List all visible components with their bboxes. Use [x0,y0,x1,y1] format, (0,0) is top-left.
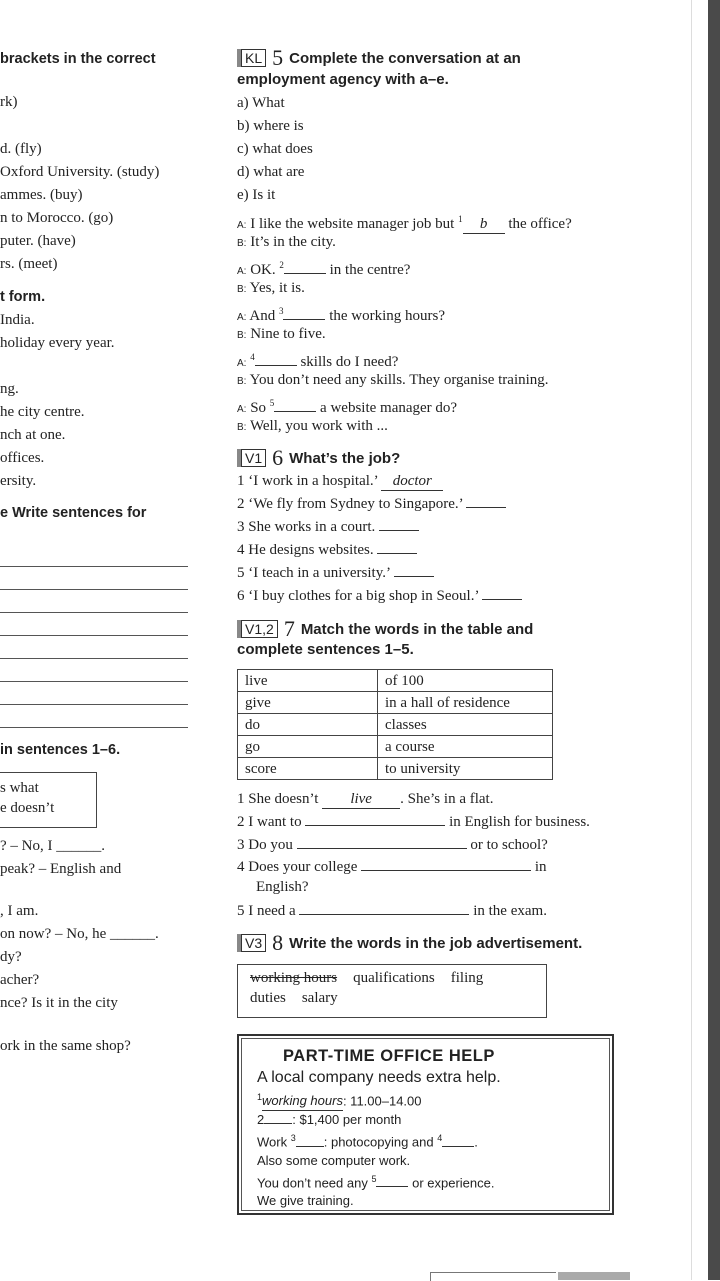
table-cell: a course [378,736,553,758]
answer-blank[interactable] [297,848,467,849]
sentence-text: I want to [248,814,306,830]
footer-bar [558,1272,630,1280]
write-line[interactable] [0,681,188,682]
ad-blank-5[interactable] [376,1186,408,1187]
ex6-title: What’s the job? [289,450,401,467]
ad-line-2: 2 : $1,400 per month [257,1112,402,1128]
left-text-line: t form. [0,289,46,305]
ex7-table [237,669,553,780]
ex5-option: b) where is [237,118,304,134]
left-text-line: ng. [0,381,19,397]
word-option: filing [450,970,484,986]
item-text: ‘We fly from Sydney to Singapore.’ [248,496,463,512]
dialogue-text: OK. [250,262,280,278]
sentence-text: in English for business. [445,814,590,830]
left-text-line: he city centre. [0,404,85,420]
ex8-number: 8 [272,930,284,955]
left-text-line: offices. [0,450,45,466]
left-text-line: on now? – No, he ______. [0,926,159,942]
answer-blank[interactable]: doctor [381,472,443,491]
word-option: working hours [250,970,338,986]
left-text-line: ork in the same shop? [0,1038,131,1054]
sentence-text: in the exam. [469,903,547,919]
ex7-title-line2: complete sentences 1–5. [237,641,414,658]
item-number: 2 [237,496,245,512]
write-line[interactable] [0,566,188,567]
table-cell: live [238,670,378,692]
left-text-line: nce? Is it in the city [0,995,118,1011]
ex7-sentence [256,878,309,896]
left-text-line: India. [0,312,35,328]
left-text-line: acher? [0,972,40,988]
ad-line-6: We give training. [257,1192,354,1208]
dialogue-text: You don’t need any skills. They organise training. [249,372,549,388]
ex5-number: 5 [272,45,284,70]
dialogue-text: And [249,308,279,324]
left-text-line: brackets in the correct [0,51,156,67]
ex6-number: 6 [272,445,284,470]
table-cell: give [238,692,378,714]
ex6-item [237,541,417,559]
dialogue-line [237,256,410,281]
ex8-tag: V3 [241,934,266,952]
gap-number: 1 [458,214,463,224]
answer-blank[interactable] [394,576,434,577]
ad-line-5: You don’t need any $^5$ or experience. [257,1173,495,1190]
sentence-text: or to school? [466,837,548,853]
gap-number: 3 [278,306,284,316]
left-text-line: dy? [0,949,22,965]
item-number: 6 [237,588,245,604]
ad-line-4: Also some computer work. [257,1152,411,1168]
speaker-label: A: [237,358,247,369]
answer-blank[interactable] [482,599,522,600]
left-text-line: rs. (meet) [0,256,58,272]
answer-blank[interactable] [466,507,506,508]
ex8-word-box [237,964,547,1018]
table-cell: go [238,736,378,758]
answer-blank[interactable] [379,530,419,531]
sentence-text: Do you [248,837,297,853]
sentence-text: English? [256,879,309,895]
ex5-option: d) what are [237,164,305,180]
write-line[interactable] [0,704,188,705]
ex7-sentence [237,836,548,854]
answer-blank[interactable] [299,914,469,915]
speaker-label: B: [237,238,247,249]
left-text-line: ammes. (buy) [0,187,83,203]
page-edge-shadow [708,0,720,1280]
left-text-line: ? – No, I ______. [0,838,105,854]
table-row [238,736,553,758]
item-number: 5 [237,903,245,919]
item-text: She works in a court. [248,519,376,535]
ex5-title-line2: employment agency with a–e. [237,71,449,88]
gap-number: 5 [269,398,275,408]
word-box [0,772,97,828]
ex5-option: e) Is it [237,187,276,203]
left-text-line: ersity. [0,473,37,489]
dialogue-line [237,279,305,299]
item-text: ‘I work in a hospital.’ [248,473,378,489]
dialogue-line [237,348,398,373]
answer-blank[interactable] [274,411,316,412]
speaker-label: A: [237,266,247,277]
ex6-tag: V1 [241,449,266,467]
speaker-label: A: [237,312,247,323]
ad-subtitle: A local company needs extra help. [257,1069,501,1086]
left-text-line: s what [0,780,39,796]
ad-text: : $1,400 per month [292,1112,402,1128]
ex6-item [237,495,506,513]
item-text: ‘I buy clothes for a big shop in Seoul.’ [248,588,479,604]
item-number: 5 [237,565,245,581]
ex6-item [237,564,434,582]
speaker-label: B: [237,330,247,341]
write-line[interactable] [0,612,188,613]
speaker-label: B: [237,376,247,387]
dialogue-text: I like the website manager job but [250,216,459,232]
left-text-line: e doesn’t [0,800,55,816]
dialogue-text: skills do I need? [296,354,399,370]
dialogue-text: the working hours? [325,308,446,324]
item-text: He designs websites. [248,542,374,558]
dialogue-line [237,371,549,391]
left-text-line: rk) [0,94,18,110]
dialogue-line [237,302,445,327]
dialogue-line [237,417,388,437]
ex8-word-row [250,988,534,1008]
write-line[interactable] [0,727,188,728]
left-text-line: puter. (have) [0,233,76,249]
ex5-option: c) what does [237,141,313,157]
left-text-line: e Write sentences for [0,505,147,521]
dialogue-text: the office? [504,216,572,232]
left-text-line: nch at one. [0,427,66,443]
ad-blank-4[interactable] [442,1146,474,1147]
ad-title: PART-TIME OFFICE HELP [283,1047,495,1065]
item-number: 4 [237,859,245,875]
ex7-title: Match the words in the table and [300,621,534,638]
left-text-line: in sentences 1–6. [0,742,121,758]
left-text-line: , I am. [0,903,39,919]
sentence-text: She doesn’t [248,791,323,807]
dialogue-line [237,394,457,419]
speaker-label: B: [237,284,247,295]
write-line[interactable] [0,589,188,590]
answer-blank[interactable] [305,825,445,826]
dialogue-line [237,210,572,235]
item-number: 2 [237,814,245,830]
left-text-line: holiday every year. [0,335,115,351]
answer-blank[interactable]: b [463,215,505,234]
write-line[interactable] [0,658,188,659]
answer-blank[interactable] [283,319,325,320]
table-cell: to university [378,758,553,780]
dialogue-text: Well, you work with ... [249,418,388,434]
table-cell: do [238,714,378,736]
answer-blank[interactable] [377,553,417,554]
dialogue-line [237,233,336,253]
ad-blank-2[interactable] [264,1123,292,1124]
ex7-sentence [237,858,547,876]
table-cell: in a hall of residence [378,692,553,714]
table-cell: classes [378,714,553,736]
write-line[interactable] [0,635,188,636]
ex6-item [237,587,522,605]
ex5-tag: KL [241,49,266,67]
answer-blank[interactable]: live [322,790,400,809]
item-number: 1 [237,791,245,807]
left-text-line: peak? – English and [0,861,122,877]
ex8-heading [237,930,583,955]
sentence-text: Does your college [248,859,362,875]
answer-blank[interactable] [361,870,531,871]
ex6-item [237,518,419,536]
gap-number: 2 [279,260,284,270]
table-cell: of 100 [378,670,553,692]
dialogue-text: So [250,400,270,416]
ad-blank-1[interactable]: working hours [262,1092,343,1111]
gap-number: 4 [250,352,255,362]
word-option: salary [301,990,338,1006]
dialogue-text: a website manager do? [316,400,458,416]
ex7-sentence [237,790,493,809]
ex7-heading [237,616,534,641]
sentence-text: I need a [248,903,300,919]
dialogue-text: Nine to five. [250,326,326,342]
ex8-word-row [250,968,534,988]
ad-text: : photocopying and [323,1134,438,1150]
dialogue-text: in the centre? [325,262,411,278]
item-number: 3 [237,519,245,535]
table-row [238,758,553,780]
ex6-heading [237,445,401,470]
dialogue-line [237,325,326,345]
ex7-tag: V1,2 [241,620,278,638]
dialogue-text: Yes, it is. [249,280,305,296]
ad-blank-3[interactable] [296,1146,324,1147]
job-advertisement [237,1034,614,1215]
ex7-sentence [237,902,547,920]
ad-line-3: Work $^3$ : photocopying and $^4$ . [257,1133,478,1150]
left-text-line: Oxford University. (study) [0,164,160,180]
ex5-title: Complete the conversation at an [289,50,521,67]
speaker-label: B: [237,422,247,433]
ad-text: : 11.00–14.00 [342,1093,422,1109]
ad-text: or experience. [408,1174,495,1190]
speaker-label: A: [237,220,247,231]
dialogue-text: It’s in the city. [250,234,336,250]
word-option: qualifications [353,970,435,986]
ex5-option: a) What [237,95,285,111]
ad-text: Work [257,1134,291,1150]
table-cell: score [238,758,378,780]
table-row [238,714,553,736]
word-option: duties [250,990,286,1006]
ex6-item [237,472,443,491]
ex7-sentence [237,813,590,831]
left-text-line: n to Morocco. (go) [0,210,114,226]
ad-text: You don’t need any [257,1174,372,1190]
sentence-text: in [531,859,547,875]
table-row [238,670,553,692]
ex5-heading [237,45,521,70]
left-text-line: d. (fly) [0,141,42,157]
item-text: ‘I teach in a university.’ [248,565,390,581]
answer-blank[interactable] [255,365,297,366]
sentence-text: . She’s in a flat. [400,791,494,807]
ex8-title: Write the words in the job advertisement. [289,935,583,952]
item-number: 4 [237,542,245,558]
item-number: 3 [237,837,245,853]
item-number: 1 [237,473,245,489]
ad-line-1: $^1$working hours: 11.00–14.00 [257,1088,594,1111]
ex7-number: 7 [283,616,295,641]
table-row [238,692,553,714]
speaker-label: A: [237,404,247,415]
answer-blank[interactable] [284,273,326,274]
